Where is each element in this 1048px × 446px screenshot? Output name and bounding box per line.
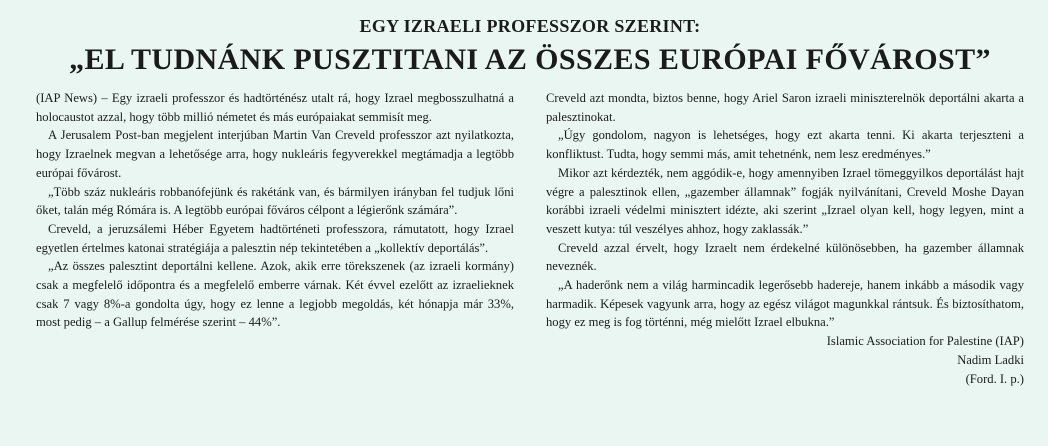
signature-translator: (Ford. I. p.) xyxy=(965,371,1024,386)
paragraph: A Jerusalem Post-ban megjelent interjúban Martin Van Creveld professzor azt nyilatkozta, hogy Izraelnek megvan a lehetősége arra, hogy nukleáris fegyverekkel megtámadja a legtöbb európai fővárost. xyxy=(36,128,514,180)
left-column xyxy=(36,89,514,388)
article-headline: „EL TUDNÁNK PUSZTITANI AZ ÖSSZES EURÓPAI FŐVÁROST” xyxy=(69,43,991,76)
paragraph: Creveld, a jeruzsálemi Héber Egyetem hadtörténeti professzora, rámutatott, hogy Izrael egyetlen értelmes katonai stratégiája a palesztin nép tekintetében a „kollektív deportálás”. xyxy=(36,221,514,255)
paragraph: „A haderőnk nem a világ harmincadik legerősebb hadereje, hanem inkább a második vagy harmadik. Képesek vagyunk arra, hogy az egész világot magunkkal rántsuk. És biztosíthatom, hogy ez meg is fog történni, még mielőtt Izrael elbukna.” xyxy=(546,278,1024,330)
paragraph: „Több száz nukleáris robbanófejünk és rakétánk van, és bármilyen irányban fel tudjuk lőni őket, talán még Rómára is. A legtöbb európai főváros célpont a légierőnk számára”. xyxy=(36,184,514,218)
signature-org: Islamic Association for Palestine (IAP) xyxy=(826,334,1024,349)
article-kicker: EGY IZRAELI PROFESSZOR SZERINT: xyxy=(359,16,701,36)
paragraph: Creveld azt mondta, biztos benne, hogy Ariel Saron izraeli miniszterelnök deportálni akarta a palesztinokat. xyxy=(546,91,1024,124)
paragraph: Creveld azzal érvelt, hogy Izraelt nem érdekelné különösebben, ha gazember államnak neveznék. xyxy=(546,240,1024,274)
paragraph: (IAP News) – Egy izraeli professzor és hadtörténész utalt rá, hogy Izrael megbosszulhatná a holocaustot azzal, hogy több millió németet és más európaiakat semmisít meg. xyxy=(36,91,514,124)
paragraph: Mikor azt kérdezték, nem aggódik-e, hogy amennyiben Izrael tömeggyilkos deportálást hajt végre a palesztinok ellen, „gazember államnak” fogják nyilvánítani, Creveld Moshe Dayan korábbi izraeli védelmi minisztert idézte, aki szerint „Izrael olyan kell, hogy legyen, mint a veszett kutya: túl veszélyes ahhoz, hogy zaklassák.” xyxy=(546,165,1024,236)
paragraph: „Az összes palesztint deportálni kellene. Azok, akik erre törekszenek (az izraeli kormány) csak a megfelelő időpontra és a megfelelő emberre várnak. Két évvel ezelőtt az izraelieknek csak 7 vagy 8%-a gondolta úgy, hogy ez lenne a legjobb megoldás, két hónapja már 33%, most pedig – a Gallup felmérése szerint – 44%”. xyxy=(36,259,514,330)
paragraph: „Úgy gondolom, nagyon is lehetséges, hogy ezt akarta tenni. Ki akarta terjeszteni a konfliktust. Tudta, hogy semmi más, amit tehetnénk, nem lesz eredményes.” xyxy=(546,128,1024,162)
right-column xyxy=(546,89,1024,388)
article-columns xyxy=(36,89,1024,388)
signature-author: Nadim Ladki xyxy=(957,352,1024,367)
